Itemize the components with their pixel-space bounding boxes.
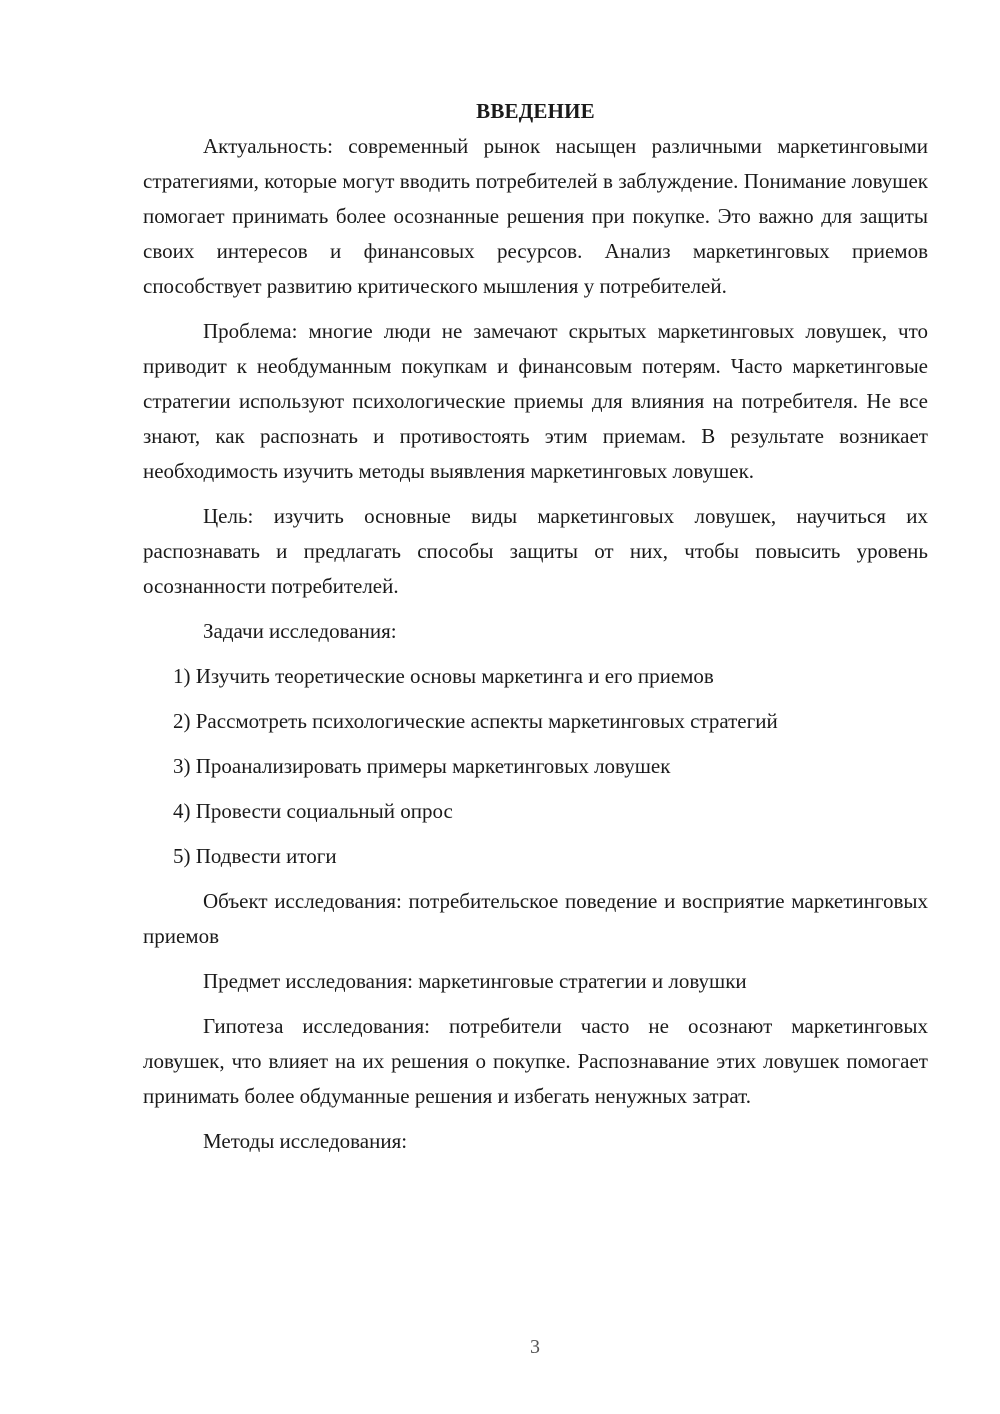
section-title: ВВЕДЕНИЕ xyxy=(476,99,595,123)
methods-heading: Методы исследования: xyxy=(203,1129,408,1153)
task-item: 3) Проанализировать примеры маркетинговых ловушек xyxy=(173,754,671,778)
task-item: 5) Подвести итоги xyxy=(173,844,337,868)
tasks-list xyxy=(143,659,928,874)
task-item: 2) Рассмотреть психологические аспекты маркетинговых стратегий xyxy=(173,709,778,733)
tasks-heading: Задачи исследования: xyxy=(203,619,397,643)
paragraph-problem: Проблема: многие люди не замечают скрытых маркетинговых ловушек, что приводит к необдуманным покупкам и финансовым потерям. Часто маркетинговые стратегии используют психологические приемы для влияния на потребителя. Не все знают, как распознать и противостоять этим приемам. В результате возникает необходимость изучить методы выявления маркетинговых ловушек. xyxy=(143,319,928,483)
paragraph-object: Объект исследования: потребительское поведение и восприятие маркетинговых приемов xyxy=(143,889,928,948)
paragraph-relevance: Актуальность: современный рынок насыщен различными маркетинговыми стратегиями, которые могут вводить потребителей в заблуждение. Понимание ловушек помогает принимать более осознанные решения при покупке. Это важно для защиты своих интересов и финансовых ресурсов. Анализ маркетинговых приемов способствует развитию критического мышления у потребителей. xyxy=(143,134,928,298)
task-item: 1) Изучить теоретические основы маркетинга и его приемов xyxy=(173,664,714,688)
page-number: 3 xyxy=(530,1336,540,1358)
task-item: 4) Провести социальный опрос xyxy=(173,799,453,823)
page-content xyxy=(143,94,928,1169)
paragraph-subject: Предмет исследования: маркетинговые стратегии и ловушки xyxy=(203,969,747,993)
paragraph-hypothesis: Гипотеза исследования: потребители часто не осознают маркетинговых ловушек, что влияет на их решения о покупке. Распознавание этих ловушек помогает принимать более обдуманные решения и избегать ненужных затрат. xyxy=(143,1014,928,1108)
paragraph-goal: Цель: изучить основные виды маркетинговых ловушек, научиться их распознавать и предлагать способы защиты от них, чтобы повысить уровень осознанности потребителей. xyxy=(143,504,928,598)
